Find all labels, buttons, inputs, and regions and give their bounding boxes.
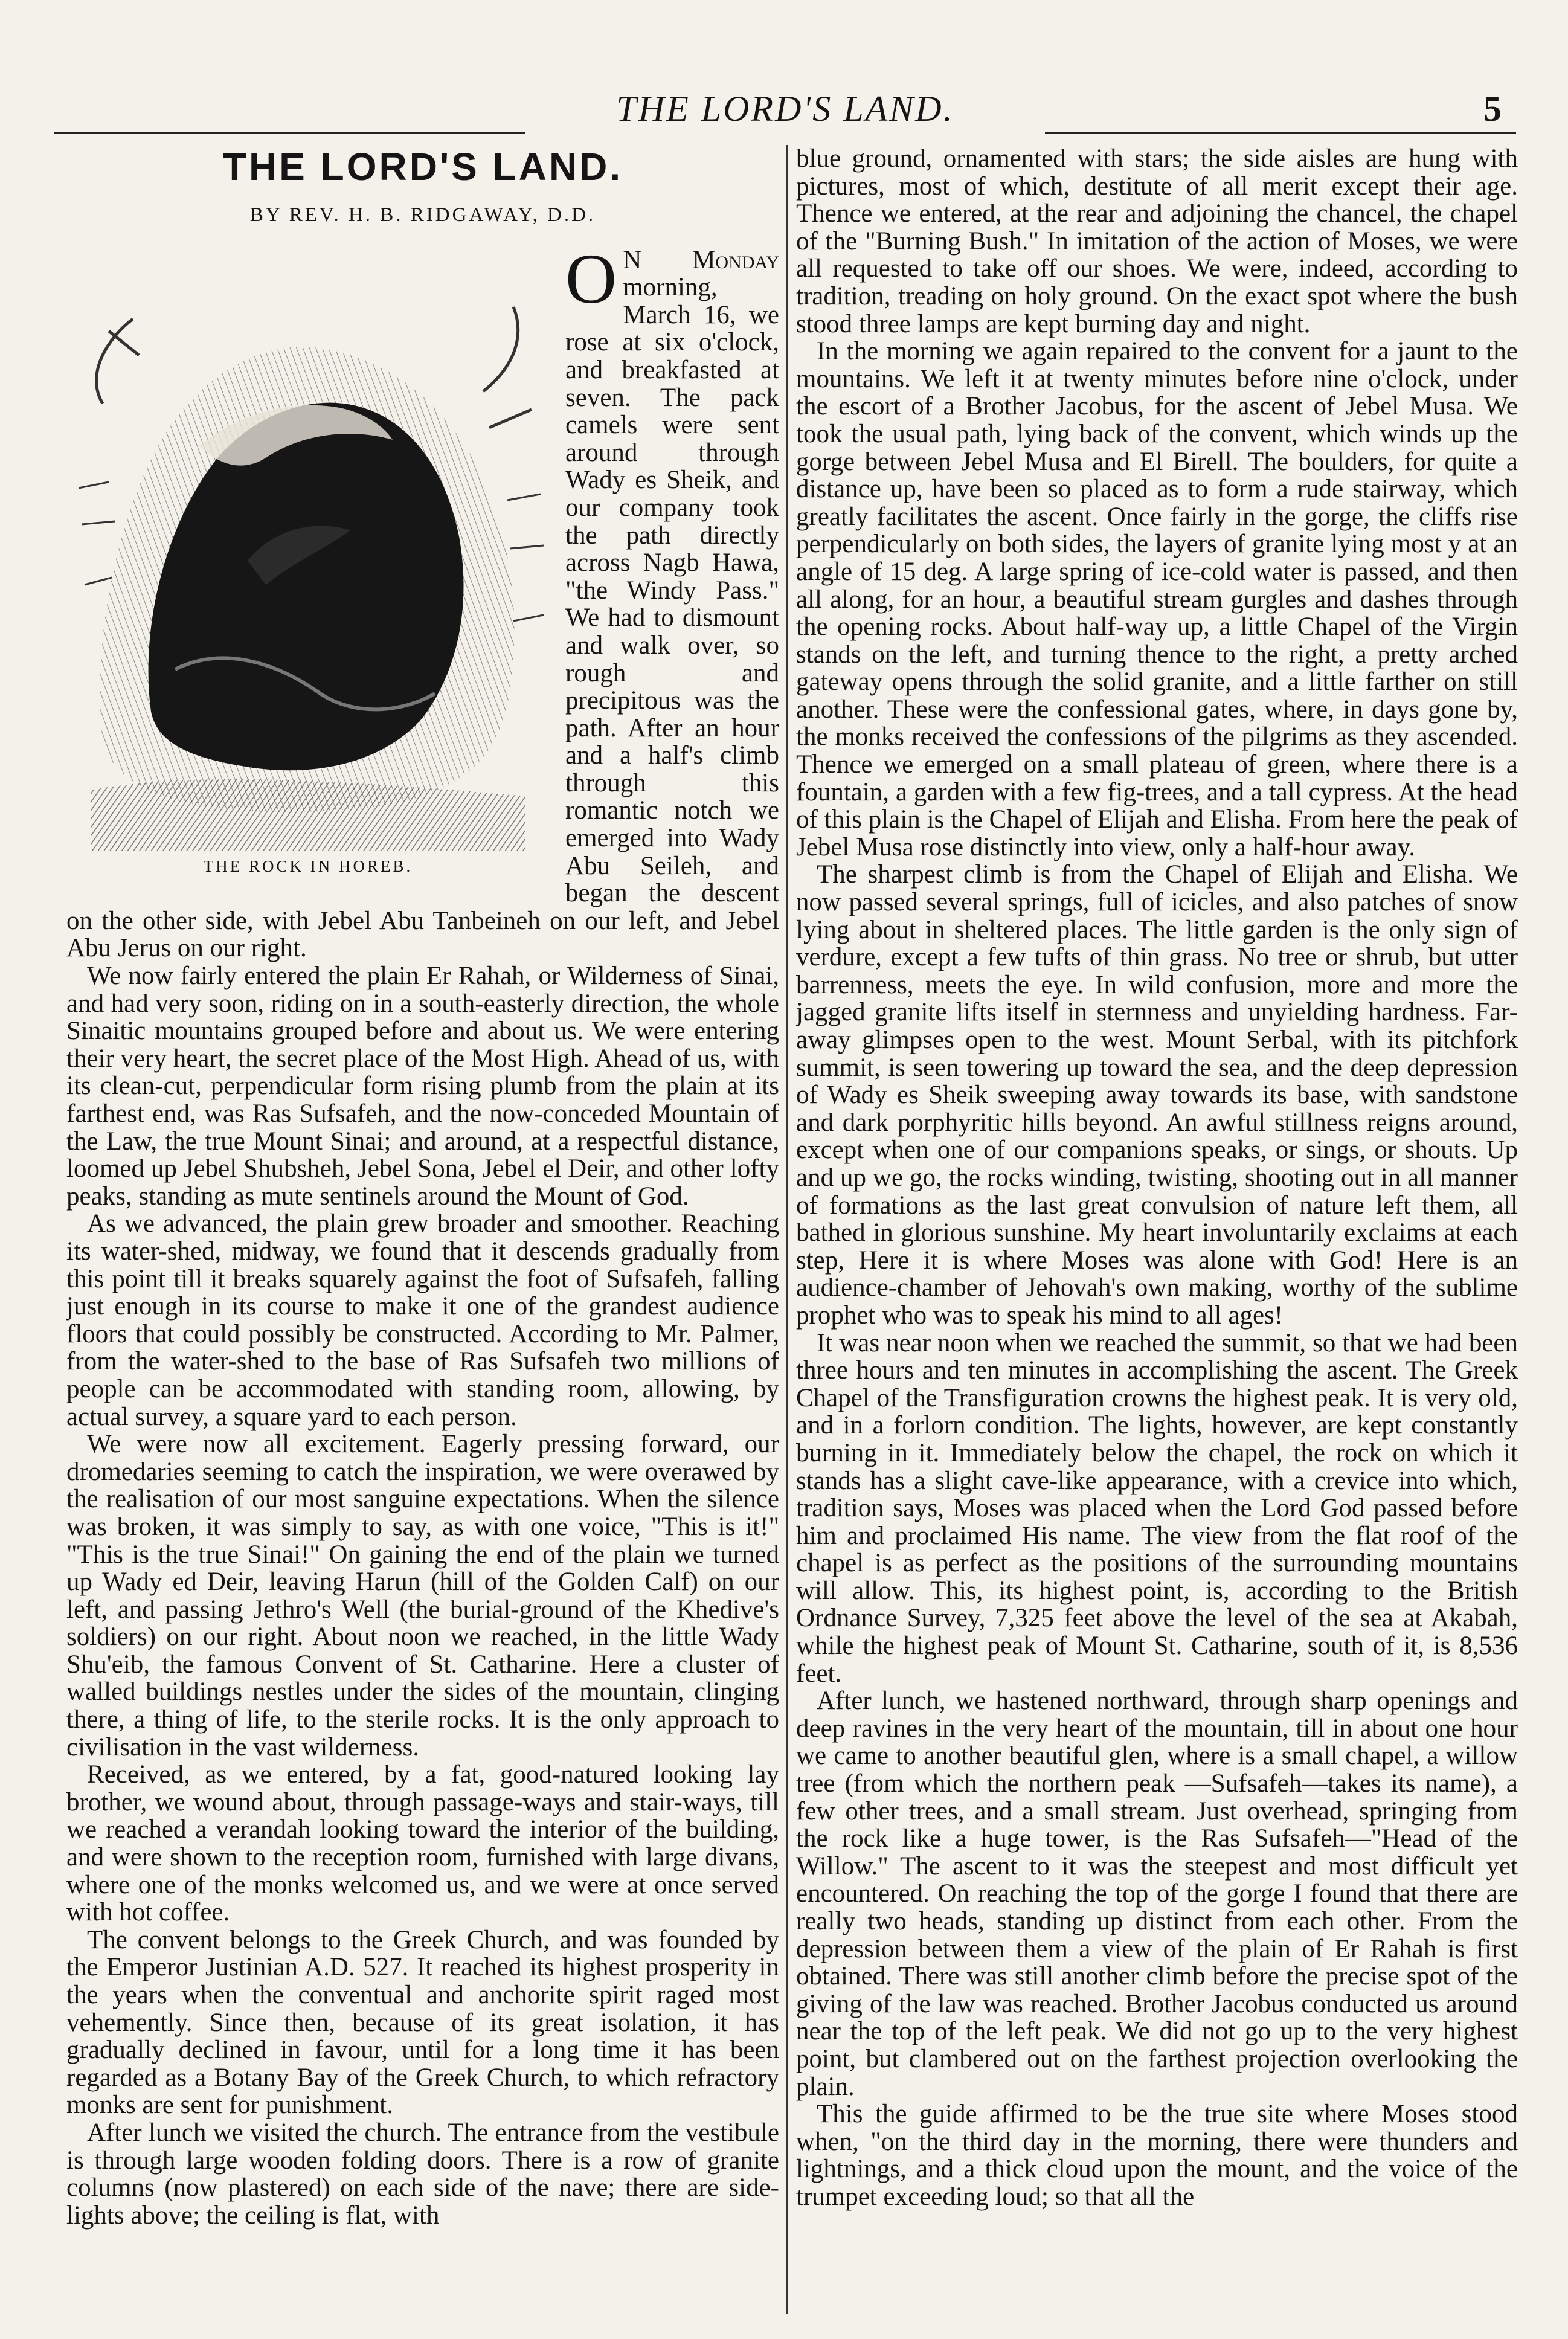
paragraph-left-6: The convent belongs to the Greek Church, and was founded by the Emperor Justinian A.D. 527. It reached its highest prosperity in the years when the conventual and anchorite spirit raged most vehemently. Since then, because of its great isolation, it has gradually declined in favour, until for a long time it has been regarded as a Botany Bay of the Greek Church, to which refractory monks are sent for punishment. [66, 1925, 779, 2120]
header-rule-right [1045, 132, 1516, 134]
article-title: THE LORD'S LAND. [222, 145, 623, 188]
paragraph-right-5: After lunch, we hastened northward, through sharp openings and deep ravines in the very heart of the mountain, till in about one hour we came to another beautiful glen, where is a small chapel, a willow tree (from which the northern peak —Sufsafeh—takes its name), a few other trees, and a small stream. Just overhead, springing from the rock like a huge tower, is the Ras Sufsafeh—"Head of the Willow." The ascent to it was the steepest and most difficult yet encountered. On reaching the top of the gorge I found that there are really two heads, standing up distinct from each other. From the depression between them a view of the plain of Er Rahah is first obtained. There was still another climb before the precise spot of the giving of the law was reached. Brother Jacobus conducted us around near the top of the left peak. We did not go up to the very highest point, but clambered out on the farthest projection overlooking the plain. [796, 1687, 1518, 2101]
paragraph-left-3: As we advanced, the plain grew broader and smoother. Reaching its water-shed, midway, we found that it descends gradually from this point till it breaks squarely against the foot of Sufsafeh, falling just enough in its course to make it one of the grandest audience floors that could possibly be constructed. According to Mr. Palmer, from the water-shed to the base of Ras Sufsafeh two millions of people can be accommodated with standing room, allowing, by actual survey, a square yard to each person. [66, 1209, 779, 1431]
paragraph-left-1: morning, March 16, we rose at six o'clock, and breakfasted at seven. The pack camels were sent around through Wady es Sheik, and our company took the path directly across Nagb Hawa, "the Windy Pass." We had to dismount and walk over, so rough and precipitous was the path. After an hour and a half's climb through this romantic notch we emerged into Wady Abu Seileh, and began the descent on the other side, with Jebel Abu Tanbeineh on our left, and Jebel Abu Jerus on our right. [66, 273, 779, 963]
paragraph-left-4: We were now all excitement. Eagerly pressing forward, our dromedaries seeming to catch the inspiration, we were overawed by the realisation of our most sanguine expectations. When the silence was broken, it was simply to say, as with one voice, "This is it!" "This is the true Sinai!" On gaining the end of the plain we turned up Wady ed Deir, leaving Harun (hill of the Golden Calf) on our left, and passing Jethro's Well (the burial-ground of the Khedive's soldiers) on our right. About noon we reached, in the little Wady Shu'eib, the famous Convent of St. Catharine. Here a cluster of walled buildings nestles under the sides of the mountain, clinging there, a thing of life, to the sterile rocks. It is the only approach to civilisation in the vast wilderness. [66, 1430, 779, 1761]
rock-engraving-image [66, 246, 550, 851]
running-head [54, 85, 1516, 139]
paragraph-left-7: After lunch we visited the church. The entrance from the vestibule is through large wooden folding doors. There is a row of granite columns (now plastered) on each side of the nave; there are side-lights above; the ceiling is flat, with [66, 2118, 779, 2230]
page-number: 5 [1483, 89, 1502, 129]
paragraph-right-2: In the morning we again repaired to the convent for a jaunt to the mountains. We left it at twenty minutes before nine o'clock, under the escort of a Brother Jacobus, for the ascent of Jebel Musa. We took the usual path, lying back of the convent, which winds up the gorge between Jebel Musa and El Birell. The boulders, for quite a distance up, have been so placed as to form a rude stairway, which greatly facilitates the ascent. Once fairly in the gorge, the cliffs rise perpendicularly on both sides, the layers of granite lying most y at an angle of 15 deg. A large spring of ice-cold water is passed, and then all along, for an hour, a beautiful stream gurgles and dashes through the opening rocks. About half-way up, a little Chapel of the Virgin stands on the left, and turning thence to the right, a pretty arched gateway opens through the solid granite, and a little farther on still another. These were the confessional gates, where, in days gone by, the monks received the confessions of the pilgrims as they ascended. Thence we emerged on a small plateau of green, where there is a fountain, a garden with a few fig-trees, and a tall cypress. At the head of this plain is the Chapel of Elijah and Elisha. From here the peak of Jebel Musa rose distinctly into view, only a half-hour away. [796, 337, 1518, 861]
paragraph-right-1: blue ground, ornamented with stars; the side aisles are hung with pictures, most of which, destitute of all merit except their age. Thence we entered, at the rear and adjoining the chancel, the chapel of the "Burning Bush." In imitation of the action of Moses, we were all requested to take off our shoes. We were, indeed, according to tradition, treading on holy ground. On the exact spot where the bush stood three lamps are kept burning day and night. [796, 145, 1518, 338]
paragraph-left-2: We now fairly entered the plain Er Rahah, or Wilderness of Sinai, and had very soon, riding on in a south-easterly direction, the whole Sinaitic mountains grouped before and about us. We were entering their very heart, the secret place of the Most High. Ahead of us, with its clean-cut, perpendicular form rising plumb from the plain at its farthest end, was Ras Sufsafeh, and the now-conceded Mountain of the Law, the true Mount Sinai; and around, at a respectful distance, loomed up Jebel Shubsheh, Jebel Sona, Jebel el Deir, and other lofty peaks, standing as mute sentinels around the Mount of God. [66, 962, 779, 1211]
byline: BY REV. H. B. RIDGAWAY, D.D. [249, 204, 596, 226]
paragraph-right-6: This the guide affirmed to be the true site where Moses stood when, "on the third day in the morning, there were thunders and lightnings, and a thick cloud upon the mount, and the voice of the trumpet exceeding loud; so that all the [796, 2100, 1518, 2211]
rock-in-horeb-figure [66, 246, 550, 881]
paragraph-right-4: It was near noon when we reached the summit, so that we had been three hours and ten minutes in accomplishing the ascent. The Greek Chapel of the Transfiguration crowns the highest peak. It is very old, and in a forlorn condition. The lights, however, are kept constantly burning in it. Immediately below the chapel, the rock on which it stands has a slight cave-like appearance, with a crevice into which, tradition says, Moses was placed when the Lord God passed before him and proclaimed His name. The view from the flat roof of the chapel is as perfect as the positions of the surrounding mountains will allow. This, its highest point, is, according to the British Ordnance Survey, 7,325 feet above the level of the sea at Akabah, while the highest peak of Mount St. Catharine, south of it, is 8,536 feet. [796, 1328, 1518, 1688]
opening-word: N Monday [623, 245, 779, 274]
running-title: THE LORD'S LAND. [616, 89, 954, 129]
figure-caption: THE ROCK IN HOREB. [203, 857, 413, 875]
header-rule-left [54, 132, 525, 134]
drop-cap: O [565, 239, 617, 318]
right-column [796, 145, 1518, 2314]
paragraph-left-5: Received, as we entered, by a fat, good-natured looking lay brother, we wound about, through passage-ways and stair-ways, till we reached a verandah looking toward the interior of the building, and were shown to the reception room, furnished with large divans, where one of the monks welcomed us, and we were at once served with hot coffee. [66, 1760, 779, 1927]
paragraph-right-3: The sharpest climb is from the Chapel of Elijah and Elisha. We now passed several springs, full of icicles, and also patches of snow lying about in sheltered places. The little garden is the only sign of verdure, except a few tufts of thin grass. No tree or shrub, but utter barrenness, meets the eye. In wild confusion, more and more the jagged granite lifts itself in sternness and unyielding hardness. Far-away glimpses open to the west. Mount Serbal, with its pitchfork summit, is seen towering up toward the sea, and the deep depression of Wady es Sheik sweeping away towards its base, with sandstone and dark porphyritic hills beyond. An awful stillness reigns around, except when one of our companions speaks, or sings, or shouts. Up and up we go, the rocks winding, twisting, shooting out in all manner of formations as the last great convulsion of nature left them, all bathed in glorious sunshine. My heart involuntarily exclaims at each step, Here it is where Moses was alone with God! Here is an audience-chamber of Jehovah's own making, worthy of the sublime prophet who was to speak his mind to all ages! [796, 860, 1518, 1330]
left-column [66, 145, 779, 2314]
column-rule [786, 145, 788, 2314]
